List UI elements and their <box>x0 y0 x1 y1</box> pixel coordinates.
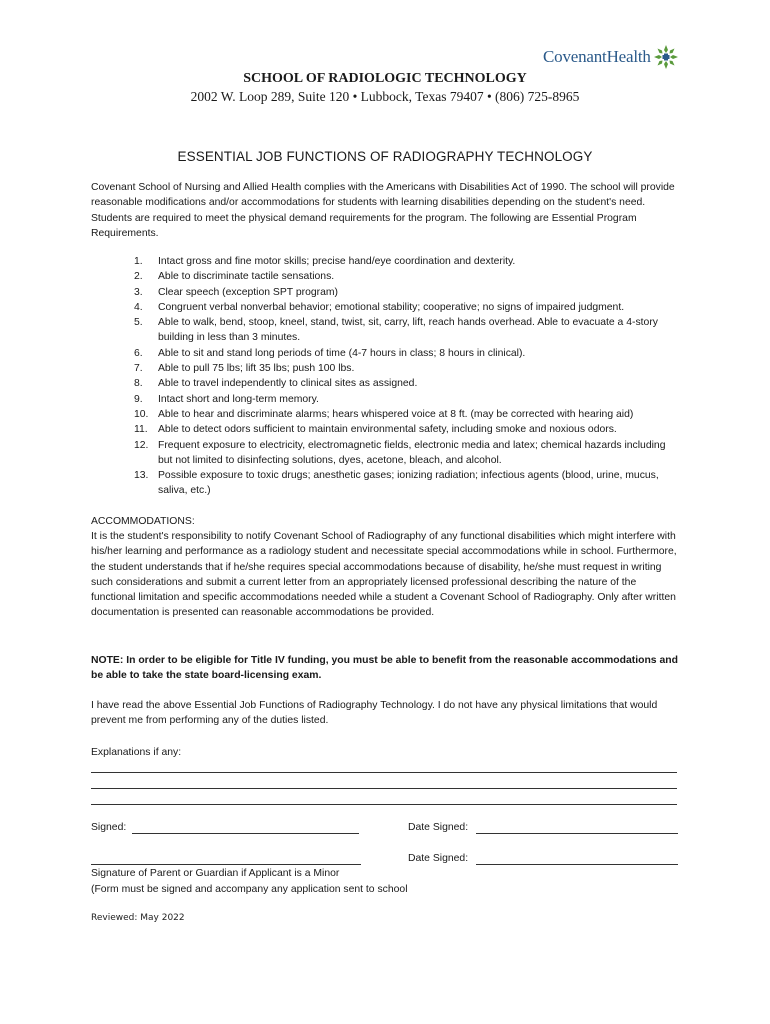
list-item-text: Clear speech (exception SPT program) <box>158 286 338 298</box>
list-item <box>91 407 681 422</box>
list-item-text: Possible exposure to toxic drugs; anesthetic gases; ionizing radiation; infectious agents (blood, urine, mucus, saliva, etc.) <box>158 470 659 497</box>
accommodations-heading: ACCOMMODATIONS: <box>91 516 195 527</box>
list-item-text: Frequent exposure to electricity, electromagnetic fields, electronic media and latex; chemical hazards including but not limited to disinfecting solutions, dyes, acetone, bleach, and alcohol. <box>158 439 666 466</box>
acknowledgement-paragraph: I have read the above Essential Job Functions of Radiography Technology. I do not have any physical limitations that would prevent me from performing any of the duties listed. <box>91 700 658 727</box>
guardian-signature-label: Signature of Parent or Guardian if Applicant is a Minor <box>91 868 340 879</box>
applicant-signature-line[interactable] <box>132 833 359 834</box>
accommodations-paragraph: It is the student's responsibility to notify Covenant School of Radiography of any functional disabilities which might interfere with his/her learning and performance as a radiology student and necessitate special accommodations while in school. Furthermore, the student understands that if he/she requires special accommodations because of disability, he/she must request in writing such considerations and submit a current letter from an appropriately licensed professional describing the nature of the functional limitation and specific accommodations needed while a student a Covenant School of Radiography. Only after written documentation is presented can reasonable accommodations be provided. <box>91 531 677 619</box>
list-item-number: 10. <box>134 408 149 420</box>
list-item-number: 12. <box>134 439 149 451</box>
list-item-number: 5. <box>134 317 143 329</box>
explanation-line-1[interactable] <box>91 772 677 773</box>
list-item-number: 6. <box>134 347 143 359</box>
list-item <box>91 315 681 346</box>
logo-wordmark <box>543 47 651 67</box>
list-item-number: 1. <box>134 256 143 267</box>
title-iv-note: NOTE: In order to be eligible for Title IV funding, you must be able to benefit from the reasonable accommodations and be able to take the state board-licensing exam. <box>91 655 678 682</box>
list-item-number: 4. <box>134 301 143 313</box>
list-item <box>91 300 681 315</box>
list-item-number: 11. <box>134 424 148 436</box>
list-item-text: Able to detect odors sufficient to maintain environmental safety, including smoke and noxious odors. <box>158 424 617 436</box>
guardian-date-signed-label: Date Signed: <box>408 853 469 864</box>
logo-word-covenant: Covenant <box>543 47 607 66</box>
list-item-number: 7. <box>134 363 143 375</box>
list-item <box>91 468 681 499</box>
list-item-text: Intact gross and fine motor skills; precise hand/eye coordination and dexterity. <box>158 256 516 267</box>
school-address: 2002 W. Loop 289, Suite 120 • Lubbock, Texas 79407 • (806) 725-8965 <box>190 89 580 104</box>
list-item-number: 8. <box>134 378 143 390</box>
list-item <box>91 254 681 269</box>
list-item-text: Able to pull 75 lbs; lift 35 lbs; push 100 lbs. <box>158 363 355 375</box>
list-item-number: 13. <box>134 470 149 482</box>
reviewed-date: Reviewed: May 2022 <box>91 913 185 923</box>
guardian-signature-line[interactable] <box>91 864 361 865</box>
school-name: SCHOOL OF RADIOLOGIC TECHNOLOGY <box>243 71 527 86</box>
list-item <box>91 269 681 284</box>
date-signed-label: Date Signed: <box>408 822 469 833</box>
list-item-number: 9. <box>134 393 143 405</box>
list-item <box>91 392 681 407</box>
list-item-text: Able to hear and discriminate alarms; hears whispered voice at 8 ft. (may be corrected with hearing aid) <box>158 408 634 420</box>
list-item-number: 3. <box>134 286 143 298</box>
list-item <box>91 346 681 361</box>
list-item <box>91 361 681 376</box>
list-item <box>91 376 681 391</box>
date-signed-line[interactable] <box>476 833 678 834</box>
list-item-text: Able to walk, bend, stoop, kneel, stand, twist, sit, carry, lift, reach hands overhead. Able to evacuate a 4-story building in less than 3 minutes. <box>158 317 658 344</box>
covenant-health-emblem-icon <box>653 44 679 70</box>
logo-word-health: Health <box>606 47 651 66</box>
explanations-label: Explanations if any: <box>91 747 182 758</box>
list-item-text: Able to travel independently to clinical sites as assigned. <box>158 378 418 390</box>
list-item-text: Intact short and long-term memory. <box>158 393 319 405</box>
requirements-list <box>91 254 681 499</box>
guardian-date-signed-line[interactable] <box>476 864 678 865</box>
intro-paragraph: Covenant School of Nursing and Allied Health complies with the Americans with Disabilities Act of 1990. The school will provide reasonable modifications and/or accommodations for students with learning disabilities depending on the student's need. Students are required to meet the physical demand requirements for the program. The following are Essential Program Requirements. <box>91 182 675 239</box>
list-item <box>91 422 681 437</box>
list-item <box>91 438 681 469</box>
signed-label: Signed: <box>91 822 127 833</box>
form-submission-note: (Form must be signed and accompany any application sent to school <box>91 884 408 895</box>
explanation-line-3[interactable] <box>91 804 677 805</box>
list-item-text: Able to sit and stand long periods of time (4-7 hours in class; 8 hours in clinical). <box>158 347 526 359</box>
list-item-text: Able to discriminate tactile sensations. <box>158 271 335 283</box>
list-item <box>91 285 681 300</box>
covenant-health-logo <box>543 44 679 70</box>
list-item-number: 2. <box>134 271 143 283</box>
document-title: ESSENTIAL JOB FUNCTIONS OF RADIOGRAPHY TECHNOLOGY <box>177 149 593 164</box>
explanation-line-2[interactable] <box>91 788 677 789</box>
list-item-text: Congruent verbal nonverbal behavior; emotional stability; cooperative; no signs of impaired judgment. <box>158 301 625 313</box>
